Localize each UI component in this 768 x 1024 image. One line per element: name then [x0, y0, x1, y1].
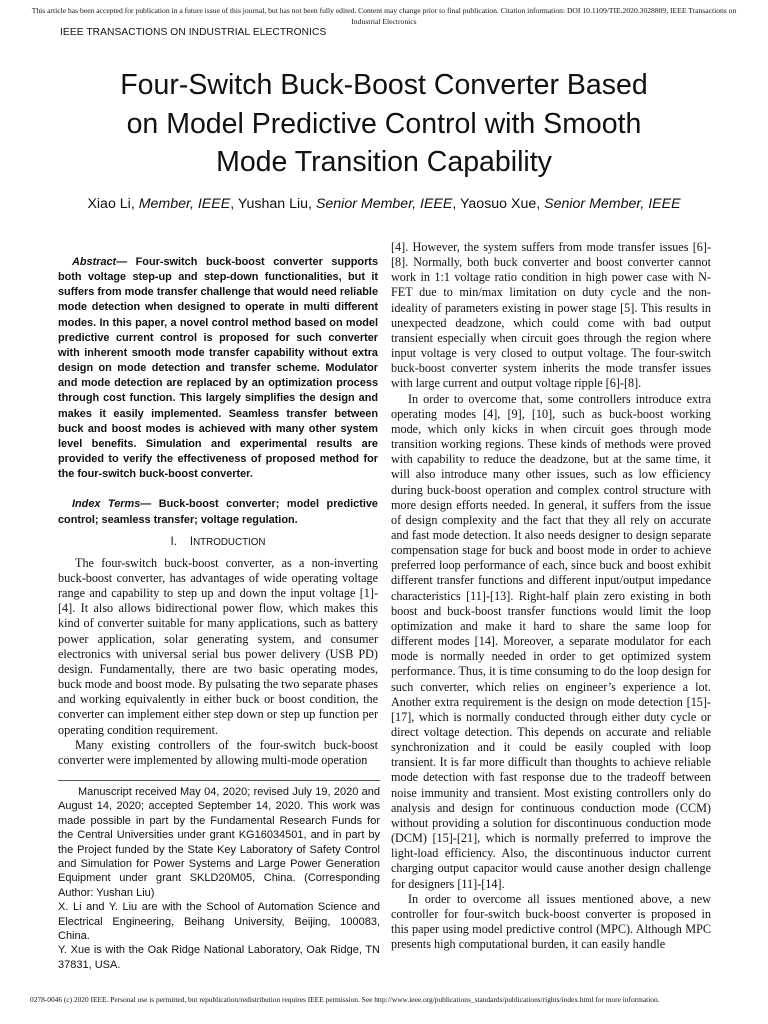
section-heading — [58, 534, 378, 550]
copyright-footer: 0278-0046 (c) 2020 IEEE. Personal use is permitted, but republication/redistribution requires IEEE permission. See http://www.ieee.org/publications_standards/publications/rights/index.html for more information. — [30, 995, 660, 1004]
section-title-rest: NTRODUCTION — [193, 536, 266, 548]
body-paragraph: [4]. However, the system suffers from mode transfer issues [6]-[8]. Normally, both buck converter and boost converter cannot work in 1:1 voltage ratio condition in high power case with N-FET due to min/max limitation on duty cycle and the non-ideality of parameters existing in power stage [5]. This results in unexpected deadzone, which could come with bad output transient especially when circuit goes through the region where input voltage is very closed to output voltage. The four-switch buck-boost converter system inherits the mode transfer issues with large current and output voltage ripple [6]-[8]. — [391, 240, 711, 391]
title-line: Mode Transition Capability — [216, 146, 552, 178]
author-role: Senior Member, IEEE — [315, 196, 453, 212]
author-name: Xiao Li — [87, 196, 131, 212]
abstract-text: Four-switch buck-boost converter supports both voltage step-up and step-down functionalities, but it suffers from mode transfer challenge that would need reliable mode detection when designed to operate in multi different modes. In this paper, a novel control method based on model predictive current control is proposed for such converter with inherent smooth mode transfer capability without extra design on mode detection and transfer scheme. Modulator and mode detection are replaced by an optimization process through cost function. This largely simplifies the design and makes it easily implemented. Seamless transfer between buck and boost modes is achieved with many other system level benefits. Simulation and experimental results are provided to verify the effectiveness of proposed method for the four-switch buck-boost converter. — [58, 256, 378, 481]
affiliation-note: Y. Xue is with the Oak Ridge National Laboratory, Oak Ridge, TN 37831, USA. — [58, 944, 380, 971]
author-role: Senior Member, IEEE — [544, 196, 681, 212]
body-paragraph: The four-switch buck-boost converter, as a non-inverting buck-boost converter, has advantages of wide operating voltage range and capability to step up and down the input voltage [1]-[4]. It also allows bidirectional power flow, which makes this kind of converter suitable for many applications, such as battery power application, solar generating system, and consumer electronics with universal serial bus power delivery (USB PD) design. Fundamentally, there are two basic operating modes, buck mode and boost mode. By pulsating the two separate phases and working equivalently in either buck or boost condition, the converter can implement either step down or step up function per operating condition requirement. — [58, 555, 378, 737]
publication-notice: This article has been accepted for publication in a future issue of this journal, but has not been fully edited. Content may change prior to final publication. Citation information: DOI 10.1109/TIE.2020.3028809, IEEE Transactions on Industrial Electronics — [31, 6, 737, 26]
index-terms-label: Index Terms — [72, 498, 141, 511]
title-line: on Model Predictive Control with Smooth — [126, 107, 642, 140]
author-list: Xiao Li, Member, IEEE, Yushan Liu, Senior Member, IEEE, Yaosuo Xue, Senior Member, IEEE — [87, 196, 681, 212]
body-paragraph: In order to overcome that, some controllers introduce extra operating modes [4], [9], [10], such as buck-boost working mode, which only kicks in when circuit goes through mode transition working regions. These kinds of methods were proved with capability to reduce the deadzone, but at the same time, it will also introduce many other issues, such as low efficiency during buck-boost operation and complex control structure with more design efforts needed. In general, it suffers from the issue of design complexity and the fact that they all rely on accurate and fast mode detection. It also needs designer to design separate compensation stage for buck and boost mode in order to achieve preferred loop performance of each, since buck and boost exhibit different transfer functions and different input/output impedance characteristics [11]-[13]. Right-half plain zero existing in both boost and buck-boost transfer functions would limit the loop optimization and make it hard to share the same loop for different modes [14]. Moreover, a separate modulator for each mode is normally needed in order to get optimized system performance. Thus, it is time consuming to do the loop design for such converter, which relies on engineer’s experience a lot. Another extra requirement is the design on mode detection [15]-[17], which is normally conducted through either duty cycle or direct voltage detection. This depends on accurate and reliable synchronization and it could be easily coupled with loop transient. It is far more difficult than thoughts to achieve reliable mode detection with fast response due to the tradeoff between noise immunity and transient. Most existing controllers only do analysis and design for continuous conduction mode (CCM) without providing a solution for discontinuous conduction mode (DCM) [15]-[21], which is normally preferred to improve the light-load efficiency. Also, the discontinuous inductor current charging output capacitor would cause another design challenge for designers [11]-[14]. — [391, 391, 711, 891]
author-separator: , — [230, 196, 238, 212]
index-terms-dash: — — [140, 498, 159, 511]
journal-name: IEEE TRANSACTIONS ON INDUSTRIAL ELECTRONICS — [60, 27, 327, 38]
manuscript-note: Manuscript received May 04, 2020; revised July 19, 2020 and August 14, 2020; accepted September 14, 2020. This work was made possible in part by the Fundamental Research Funds for the Central Universities under grant KG16034501, and in part by the Project funded by the State Key Laboratory of Safety Control and Simulation for Power Systems and Large Power Generation Equipment under grant SKLD20M05, China. (Corresponding Author: Yushan Liu) — [58, 786, 380, 899]
abstract-dash: — — [116, 256, 136, 268]
right-column — [391, 240, 711, 952]
section-number: I. — [170, 534, 177, 548]
author-name: Yushan Liu — [237, 196, 309, 212]
first-page-footnote — [58, 780, 380, 972]
author-name: Yaosuo Xue — [460, 196, 537, 212]
paper-title — [60, 66, 708, 182]
index-terms — [58, 497, 378, 527]
section-title-first: I — [189, 534, 194, 548]
author-separator: , — [452, 196, 460, 212]
abstract — [58, 255, 378, 482]
body-paragraph: Many existing controllers of the four-switch buck-boost converter were implemented by allowing multi-mode operation — [58, 737, 378, 767]
left-column — [58, 240, 378, 768]
abstract-label: Abstract — [72, 256, 117, 268]
affiliation-note: X. Li and Y. Liu are with the School of Automation Science and Electrical Engineering, Beihang University, Beijing, 100083, China. — [58, 901, 380, 943]
body-paragraph: In order to overcome all issues mentioned above, a new controller for four-switch buck-boost converter is proposed in this paper using model predictive control (MPC). Although MPC presents high computational burden, it can easily handle — [391, 891, 711, 952]
title-line: Four-Switch Buck-Boost Converter Based — [120, 69, 648, 101]
author-role: Member, IEEE — [138, 196, 231, 212]
index-terms-text: Buck-boost converter; model predictive control; seamless transfer; voltage regulation. — [58, 498, 378, 526]
